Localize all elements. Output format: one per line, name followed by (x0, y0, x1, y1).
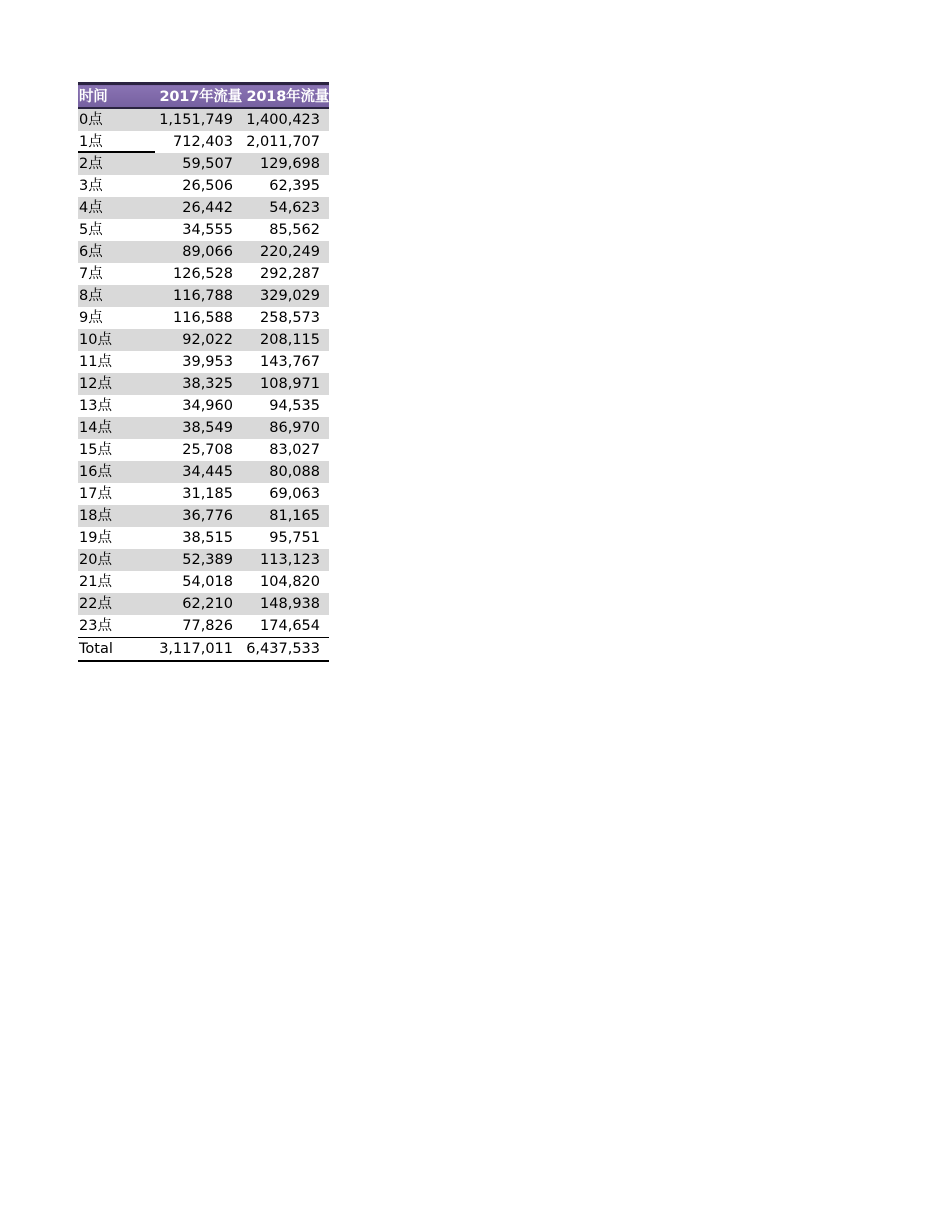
cell-2017-traffic[interactable]: 52,389 (182, 551, 233, 568)
cell-2017-traffic[interactable]: 26,506 (182, 177, 233, 194)
cell-2017-traffic[interactable]: 34,555 (182, 221, 233, 238)
cell-time[interactable]: 6点 (79, 243, 103, 260)
table-row (78, 307, 329, 329)
table-row (78, 549, 329, 571)
cell-2018-traffic[interactable]: 148,938 (260, 595, 320, 612)
cell-time[interactable]: 13点 (79, 397, 112, 414)
cell-time[interactable]: 18点 (79, 507, 112, 524)
cell-2018-traffic[interactable]: 95,751 (269, 529, 320, 546)
cell-2018-traffic[interactable]: 104,820 (260, 573, 320, 590)
cell-time[interactable]: 10点 (79, 331, 112, 348)
cell-time[interactable]: 21点 (79, 573, 112, 590)
table-row (78, 373, 329, 395)
header-time[interactable]: 时间 (78, 84, 155, 108)
cell-2017-traffic[interactable]: 712,403 (173, 133, 233, 150)
cell-2018-traffic[interactable]: 174,654 (242, 615, 329, 638)
cell-2018-traffic[interactable]: 80,088 (269, 463, 320, 480)
cell-time[interactable]: 20点 (79, 551, 112, 568)
cell-2017-traffic[interactable]: 89,066 (182, 243, 233, 260)
cell-2018-traffic[interactable]: 83,027 (269, 441, 320, 458)
table-row (78, 461, 329, 483)
table-row (78, 505, 329, 527)
cell-2018-traffic[interactable]: 1,400,423 (246, 111, 320, 128)
table-row (78, 483, 329, 505)
cell-2018-traffic[interactable]: 81,165 (269, 507, 320, 524)
cell-2018-traffic[interactable]: 2,011,707 (246, 133, 320, 150)
table-row (78, 108, 329, 131)
cell-time[interactable]: 9点 (79, 309, 103, 326)
cell-2018-traffic[interactable]: 85,562 (269, 221, 320, 238)
cell-time[interactable]: 16点 (79, 463, 112, 480)
cell-2017-traffic[interactable]: 126,528 (173, 265, 233, 282)
cell-time[interactable]: 19点 (79, 529, 112, 546)
table-row (78, 571, 329, 593)
table-row (78, 417, 329, 439)
cell-2018-traffic[interactable]: 94,535 (269, 397, 320, 414)
total-label[interactable]: Total (78, 637, 155, 661)
cell-2018-traffic[interactable]: 54,623 (269, 199, 320, 216)
cell-2017-traffic[interactable]: 62,210 (182, 595, 233, 612)
table-row (78, 439, 329, 461)
table-row (78, 527, 329, 549)
cell-2018-traffic[interactable]: 143,767 (260, 353, 320, 370)
cell-2017-traffic[interactable]: 36,776 (182, 507, 233, 524)
cell-2017-traffic[interactable]: 38,515 (182, 529, 233, 546)
cell-2017-traffic[interactable]: 1,151,749 (159, 111, 233, 128)
cell-2018-traffic[interactable]: 292,287 (260, 265, 320, 282)
cell-2017-traffic[interactable]: 59,507 (182, 155, 233, 172)
cell-time[interactable]: 12点 (79, 375, 112, 392)
cell-2017-traffic[interactable]: 34,960 (182, 397, 233, 414)
cell-time[interactable]: 8点 (79, 287, 103, 304)
cell-2017-traffic[interactable]: 26,442 (182, 199, 233, 216)
total-2018-traffic[interactable]: 6,437,533 (242, 637, 329, 661)
cell-2017-traffic[interactable]: 38,325 (182, 375, 233, 392)
cell-time[interactable]: 7点 (79, 265, 103, 282)
table-row (78, 153, 329, 175)
cell-2017-traffic[interactable]: 34,445 (182, 463, 233, 480)
cell-2018-traffic[interactable]: 129,698 (260, 155, 320, 172)
table-header-row (78, 84, 329, 108)
cell-2017-traffic[interactable]: 92,022 (182, 331, 233, 348)
cell-2017-traffic[interactable]: 116,788 (173, 287, 233, 304)
table-row (78, 329, 329, 351)
traffic-table-sheet (78, 82, 329, 662)
cell-time[interactable]: 5点 (79, 221, 103, 238)
table-row (78, 175, 329, 197)
total-2017-traffic[interactable]: 3,117,011 (155, 637, 242, 661)
table-row (78, 219, 329, 241)
cell-time[interactable]: 14点 (79, 419, 112, 436)
header-2018-traffic[interactable]: 2018年流量 (242, 84, 329, 108)
cell-time[interactable]: 11点 (79, 353, 112, 370)
table-row (78, 285, 329, 307)
cell-time[interactable]: 17点 (79, 485, 112, 502)
cell-2017-traffic[interactable]: 38,549 (182, 419, 233, 436)
table-row (78, 197, 329, 219)
total-row (78, 637, 329, 661)
cell-2018-traffic[interactable]: 208,115 (260, 331, 320, 348)
cell-2018-traffic[interactable]: 62,395 (269, 177, 320, 194)
cell-2018-traffic[interactable]: 86,970 (269, 419, 320, 436)
table-row (78, 395, 329, 417)
table-row (78, 593, 329, 615)
table-row (78, 241, 329, 263)
cell-time[interactable]: 1点 (78, 131, 155, 153)
cell-time[interactable]: 23点 (78, 615, 155, 638)
table-row (78, 615, 329, 638)
cell-time[interactable]: 3点 (79, 177, 103, 194)
cell-2017-traffic[interactable]: 31,185 (182, 485, 233, 502)
table-row (78, 263, 329, 285)
cell-2018-traffic[interactable]: 220,249 (260, 243, 320, 260)
cell-2018-traffic[interactable]: 329,029 (260, 287, 320, 304)
cell-2017-traffic[interactable]: 39,953 (182, 353, 233, 370)
cell-time[interactable]: 0点 (79, 111, 103, 128)
traffic-table (78, 82, 329, 662)
cell-2017-traffic[interactable]: 77,826 (155, 615, 242, 638)
table-body (78, 108, 329, 661)
cell-2017-traffic[interactable]: 116,588 (173, 309, 233, 326)
cell-2018-traffic[interactable]: 258,573 (260, 309, 320, 326)
cell-time[interactable]: 15点 (79, 441, 112, 458)
table-row (78, 131, 329, 153)
header-2017-traffic[interactable]: 2017年流量 (155, 84, 242, 108)
table-row (78, 351, 329, 373)
cell-2018-traffic[interactable]: 108,971 (260, 375, 320, 392)
cell-time[interactable]: 2点 (79, 155, 103, 172)
cell-time[interactable]: 22点 (79, 595, 112, 612)
cell-2017-traffic[interactable]: 54,018 (182, 573, 233, 590)
cell-time[interactable]: 4点 (79, 199, 103, 216)
cell-2017-traffic[interactable]: 25,708 (182, 441, 233, 458)
cell-2018-traffic[interactable]: 113,123 (260, 551, 320, 568)
cell-2018-traffic[interactable]: 69,063 (269, 485, 320, 502)
